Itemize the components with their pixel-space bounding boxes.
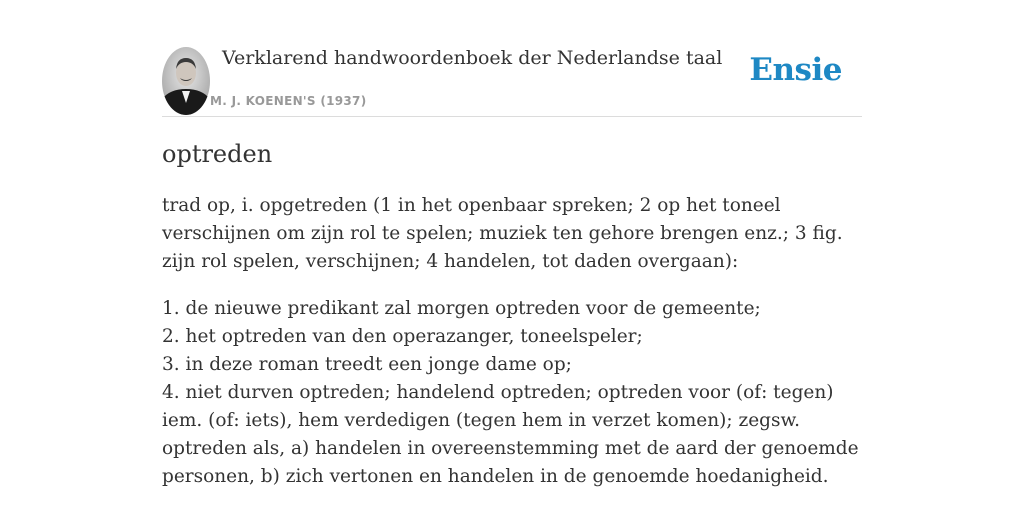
- author-portrait: [162, 47, 210, 115]
- entry-definition: trad op, i. opgetreden (1 in het openbaar spreken; 2 op het toneel verschijnen om zijn rol te spelen; muziek ten gehore brengen enz.; 3 fig. zijn rol spelen, verschijnen; 4 handelen, tot daden overgaan):: [162, 195, 843, 272]
- example-item: 3. in deze roman treedt een jonge dame op;: [162, 354, 572, 375]
- page-header: [162, 44, 862, 117]
- ensie-logo-link[interactable]: Ensie: [749, 52, 842, 88]
- entry-headword: optreden: [162, 140, 273, 168]
- example-item: 1. de nieuwe predikant zal morgen optreden voor de gemeente;: [162, 298, 761, 319]
- example-item: 4. niet durven optreden; handelend optreden; optreden voor (of: tegen) iem. (of: iets), hem verdedigen (tegen hem in verzet komen); zegsw. optreden als, a) handelen in overeenstemming met de aard der genoemde personen, b) zich vertonen en handelen in de genoemde hoedanigheid.: [162, 382, 859, 487]
- dictionary-title: Verklarend handwoordenboek der Nederlandse taal: [222, 47, 723, 69]
- dictionary-source[interactable]: M. J. KOENEN'S (1937): [210, 94, 367, 108]
- entry-examples: [162, 295, 862, 491]
- example-item: 2. het optreden van den operazanger, toneelspeler;: [162, 326, 643, 347]
